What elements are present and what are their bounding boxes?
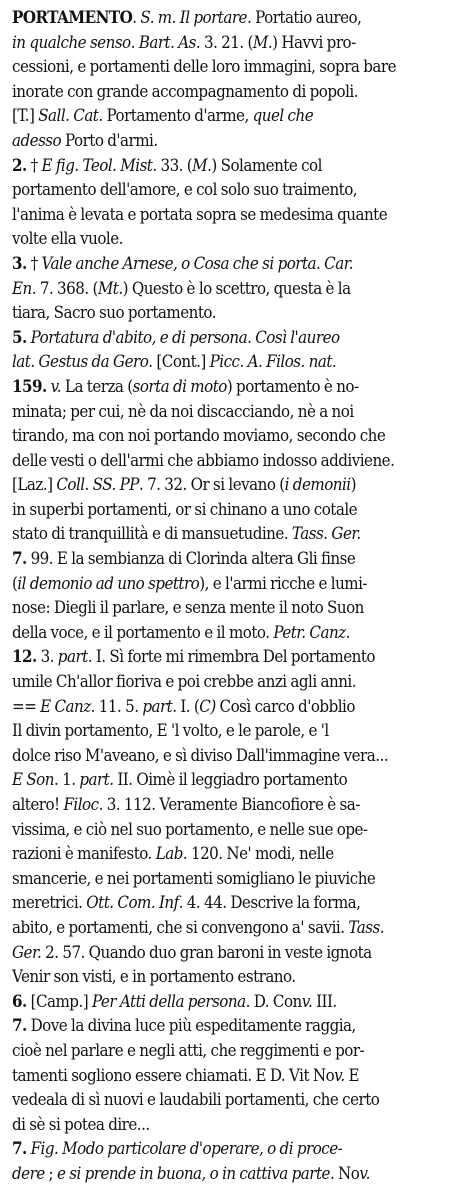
entry-line: tirando, ma con noi portando moviamo, secondo che [12, 426, 386, 447]
entry-line: di sè si potea dire... [12, 1114, 150, 1135]
entry-line: portamento dell'amore, e col solo suo traimento, [12, 180, 358, 201]
entry-line: adesso Porto d'armi. [12, 130, 158, 151]
entry-line: meretrici. Ott. Com. Inf. 4. 44. Descrive la forma, [12, 893, 361, 914]
entry-line: 7. Fig. Modo particolare d'operare, o di proce- [12, 1139, 343, 1160]
entry-line: Venir son visti, e in portamento estrano. [12, 967, 296, 988]
entry-line: == E Canz. 11. 5. part. I. (C) Così carco d'obblio [12, 696, 355, 717]
entry-line: razioni è manifesto. Lab. 120. Ne' modi, nelle [12, 844, 334, 865]
entry-line: 159. v. La terza (sorta di moto) portamento è no- [12, 376, 359, 397]
entry-line: nose: Diegli il parlare, e senza mente il noto Suon [12, 598, 364, 619]
entry-line: altero! Filoc. 3. 112. Veramente Biancofiore è sa- [12, 795, 360, 815]
entry-line: 7. Dove la divina luce più espeditamente raggia, [12, 1016, 356, 1037]
entry-line: En. 7. 368. (Mt.) Questo è lo scettro, questa è la [12, 278, 351, 299]
entry-line: volte ella vuole. [12, 229, 123, 250]
entry-line: 6. [Camp.] Per Atti della persona. D. Conv. III. [12, 991, 337, 1012]
entry-line: dolce riso M'aveano, e sì diviso Dall'immagine vera... [12, 745, 389, 766]
entry-line: 7. 99. E la sembianza di Clorinda altera Gli finse [12, 549, 356, 570]
entry-line: in qualche senso. Bart. As. 3. 21. (M.) Havvi pro- [12, 32, 356, 53]
entry-line: minata; per cui, nè da noi discacciando, nè a noi [12, 401, 354, 422]
entry-line: umile Ch'allor fioriva e poi crebbe anzi agli anni. [12, 672, 357, 693]
entry-line: 2. † E fig. Teol. Mist. 33. (M.) Solamente col [12, 155, 322, 176]
entry-line: 12. 3. part. I. Sì forte mi rimembra Del portamento [12, 647, 375, 668]
entry-line: l'anima è levata e portata sopra se medesima quante [12, 204, 388, 225]
entry-line: PORTAMENTO. S. m. Il portare. Portatio aureo, [12, 8, 362, 28]
entry-line: [Laz.] Coll. SS. PP. 7. 32. Or si levano (i demonii) [12, 475, 356, 496]
entry-line: (il demonio ad uno spettro), e l'armi ricche e lumi- [12, 573, 367, 594]
entry-line: in superbi portamenti, or si chinano a uno cotale [12, 499, 358, 520]
entry-line: abito, e portamenti, che si convengono a' savii. Tass. [12, 917, 384, 938]
entry-line: vissima, e ciò nel suo portamento, e nelle sue ope- [12, 819, 368, 840]
entry-line: tiara, Sacro suo portamento. [12, 303, 216, 324]
entry-line: inorate con grande accompagnamento di popoli. [12, 81, 359, 102]
entry-line: tamenti sogliono essere chiamati. E D. Vit Nov. E [12, 1065, 360, 1086]
entry-line: stato di tranquillità e di mansuetudine. Tass. Ger. [12, 524, 361, 545]
entry-line: [T.] Sall. Cat. Portamento d'arme, quel che [12, 106, 314, 127]
entry-line: vedeala di sì nuovi e laudabili portamenti, che certo [12, 1090, 380, 1111]
entry-line: smancerie, e nei portamenti somigliano le piuviche [12, 868, 376, 889]
entry-line: delle vesti o dell'armi che abbiamo indosso addiviene. [12, 450, 395, 471]
headword: PORTAMENTO [12, 8, 133, 28]
entry-line: della voce, e il portamento e il moto. Petr. Canz. [12, 622, 350, 643]
dictionary-entry-portamento [12, 6, 464, 1187]
entry-line: 5. Portatura d'abito, e di persona. Così l'aureo [12, 327, 340, 348]
entry-line: dere ; e si prende in buona, o in cattiva parte. Nov. [12, 1163, 370, 1184]
entry-line: Ger. 2. 57. Quando duo gran baroni in veste ignota [12, 942, 372, 963]
entry-line: lat. Gestus da Gero. [Cont.] Picc. A. Filos. nat. [12, 352, 337, 373]
entry-line: E Son. 1. part. II. Oimè il leggiadro portamento [12, 770, 348, 791]
entry-line: cioè nel parlare e negli atti, che reggimenti e por- [12, 1040, 365, 1061]
entry-line: 3. † Vale anche Arnese, o Cosa che si porta. Car. [12, 253, 354, 274]
entry-line: Il divin portamento, E 'l volto, e le parole, e 'l [12, 721, 329, 742]
entry-line: cessioni, e portamenti delle loro immagini, sopra bare [12, 57, 397, 78]
